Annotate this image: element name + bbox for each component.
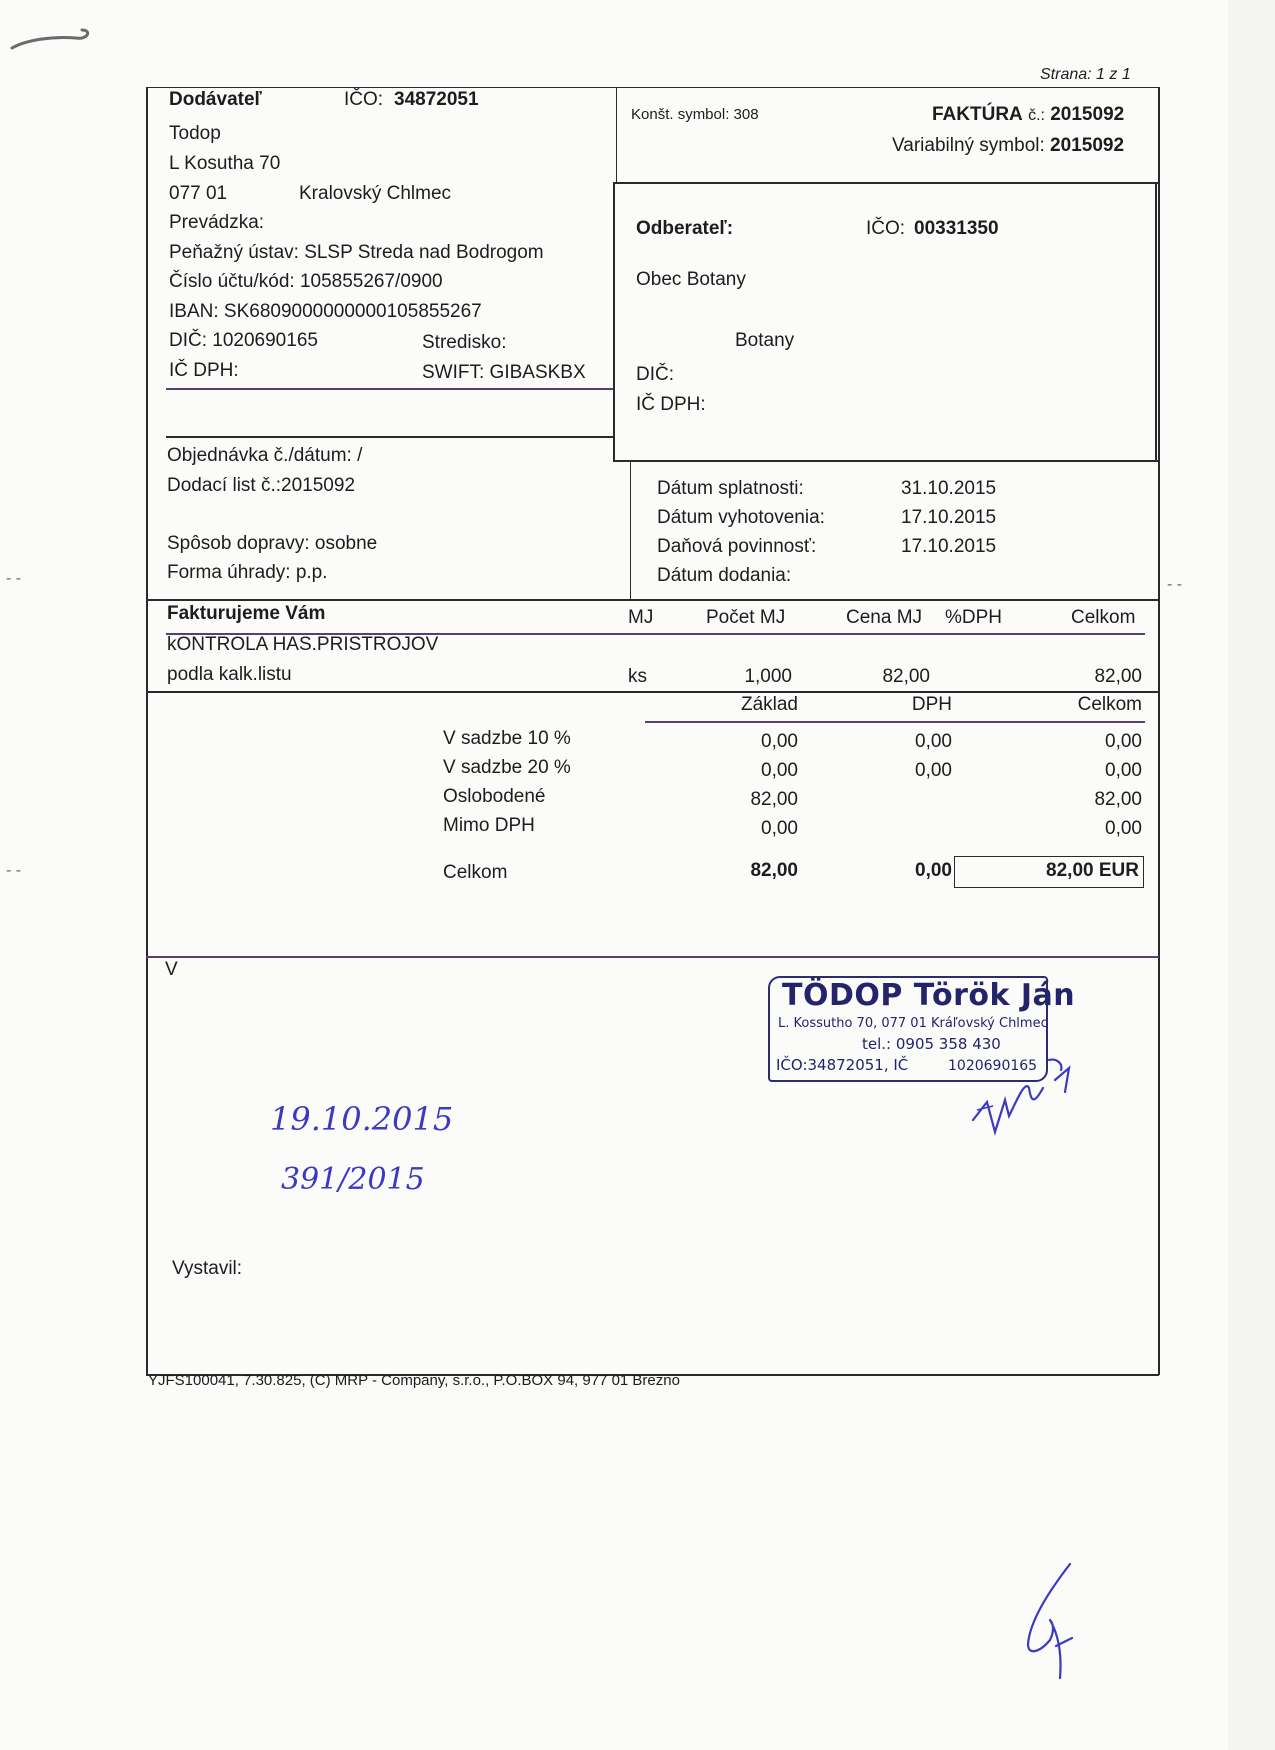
date-value: 17.10.2015: [901, 536, 997, 557]
date-label: Dátum vyhotovenia:: [657, 507, 825, 528]
supplier-account: Číslo účtu/kód: 105855267/0900: [169, 271, 443, 292]
date-value: 31.10.2015: [901, 478, 997, 499]
supplier-prevadzka: Prevádzka:: [169, 212, 265, 233]
signature: [965, 1040, 1085, 1150]
summary-label: Mimo DPH: [443, 815, 535, 836]
date-label: Daňová povinnosť:: [657, 536, 817, 557]
var-symbol-label: Variabilný symbol:: [892, 135, 1045, 156]
summary-vat: 0,00: [915, 731, 952, 752]
stamp-dic: 1020690165: [948, 1058, 1038, 1074]
summary-total: 0,00: [1105, 731, 1142, 752]
summary-vat: 0,00: [915, 760, 952, 781]
edge-mark: - -: [1167, 576, 1183, 593]
invoice-title: FAKTÚRA: [932, 104, 1023, 125]
supplier-bank: Peňažný ústav: SLSP Streda nad Bodrogom: [169, 242, 544, 263]
summary-total: 0,00: [1105, 818, 1142, 839]
payment-method: Forma úhrady: p.p.: [167, 562, 328, 583]
supplier-zip: 077 01: [169, 183, 228, 204]
edge-mark: - -: [6, 862, 22, 879]
delivery-note: Dodací list č.:2015092: [167, 475, 356, 496]
summary-label: V sadzbe 20 %: [443, 757, 571, 778]
grand-total-base: 82,00: [750, 860, 798, 881]
customer-dic: DIČ:: [636, 364, 674, 385]
invoice-number: 2015092: [1050, 104, 1125, 125]
item-total: 82,00: [1094, 666, 1142, 687]
stamp-tel: tel.: 0905 358 430: [862, 1035, 1001, 1053]
stamp-address: L. Kossutho 70, 077 01 Kráľovský Chlmec: [778, 1016, 1048, 1031]
date-label: Dátum dodania:: [657, 565, 792, 586]
konst-symbol: Konšt. symbol: 308: [631, 106, 759, 123]
supplier-ico: 34872051: [394, 89, 479, 110]
summary-total: 0,00: [1105, 760, 1142, 781]
staple-mark: [6, 18, 96, 58]
customer-city: Botany: [735, 330, 795, 351]
delivery-method: Spôsob dopravy: osobne: [167, 533, 378, 554]
place-v: V: [165, 959, 178, 980]
order-number: Objednávka č./dátum: /: [167, 445, 363, 466]
supplier-name: Todop: [169, 123, 221, 144]
summary-label: Oslobodené: [443, 786, 546, 807]
supplier-street: L Kosutha 70: [169, 153, 281, 174]
handwritten-reg-number: 391/2015: [281, 1162, 425, 1197]
date-value: 17.10.2015: [901, 507, 997, 528]
grand-total-box: [954, 856, 1144, 888]
edge-mark: - -: [6, 570, 22, 587]
supplier-stredisko: Stredisko:: [422, 332, 507, 353]
items-vat-header: %DPH: [945, 607, 1003, 628]
issued-by-label: Vystavil:: [172, 1258, 243, 1279]
summary-label: V sadzbe 10 %: [443, 728, 571, 749]
stamp-ico: IČO:34872051, IČ: [776, 1056, 909, 1074]
supplier-ico-label: IČO:: [344, 89, 384, 110]
supplier-heading: Dodávateľ: [169, 89, 262, 110]
items-desc-header: Fakturujeme Vám: [167, 603, 326, 624]
item-description: kONTROLA HAS.PRISTROJOV: [167, 634, 439, 655]
items-price-header: Cena MJ: [846, 607, 923, 628]
item-count: 1,000: [744, 666, 792, 687]
customer-name: Obec Botany: [636, 269, 746, 290]
handwritten-date: 19.10.2015: [270, 1100, 454, 1138]
grand-total-amount: 82,00 EUR: [1046, 860, 1139, 881]
items-mj-header: MJ: [628, 607, 654, 628]
grand-total-vat: 0,00: [915, 860, 952, 881]
supplier-dic: DIČ: 1020690165: [169, 330, 318, 351]
var-symbol: 2015092: [1050, 135, 1125, 156]
items-count-header: Počet MJ: [706, 607, 786, 628]
supplier-iban: IBAN: SK6809000000000105855267: [169, 301, 482, 322]
summary-base-header: Základ: [740, 694, 798, 715]
software-footer: YJFS100041, 7.30.825, (C) MRP - Company, s.r.o., P.O.BOX 94, 977 01 Brezno: [148, 1372, 680, 1389]
customer-heading: Odberateľ:: [636, 218, 734, 239]
items-total-header: Celkom: [1071, 607, 1136, 628]
summary-base: 0,00: [761, 731, 798, 752]
invoice-number-prefix: č.:: [1028, 107, 1045, 124]
supplier-city: Kralovský Chlmec: [299, 183, 452, 204]
summary-base: 82,00: [750, 789, 798, 810]
summary-base: 0,00: [761, 760, 798, 781]
supplier-ic-dph: IČ DPH:: [169, 360, 239, 381]
customer-ico-label: IČO:: [866, 218, 906, 239]
item-price: 82,00: [882, 666, 930, 687]
item-description-2: podla kalk.listu: [167, 664, 292, 685]
summary-total: 82,00: [1094, 789, 1142, 810]
summary-total-header: Celkom: [1077, 694, 1142, 715]
item-mj: ks: [628, 666, 647, 687]
customer-ic-dph: IČ DPH:: [636, 394, 706, 415]
page-counter: Strana: 1 z 1: [1040, 66, 1131, 83]
signature-bottom: [1010, 1560, 1090, 1690]
date-label: Dátum splatnosti:: [657, 478, 804, 499]
customer-ico: 00331350: [914, 218, 999, 239]
stamp-name: TÖDOP Török Ján: [782, 978, 1076, 1013]
summary-base: 0,00: [761, 818, 798, 839]
grand-total-label: Celkom: [443, 862, 508, 883]
summary-vat-header: DPH: [911, 694, 952, 715]
supplier-swift: SWIFT: GIBASKBX: [422, 362, 586, 383]
